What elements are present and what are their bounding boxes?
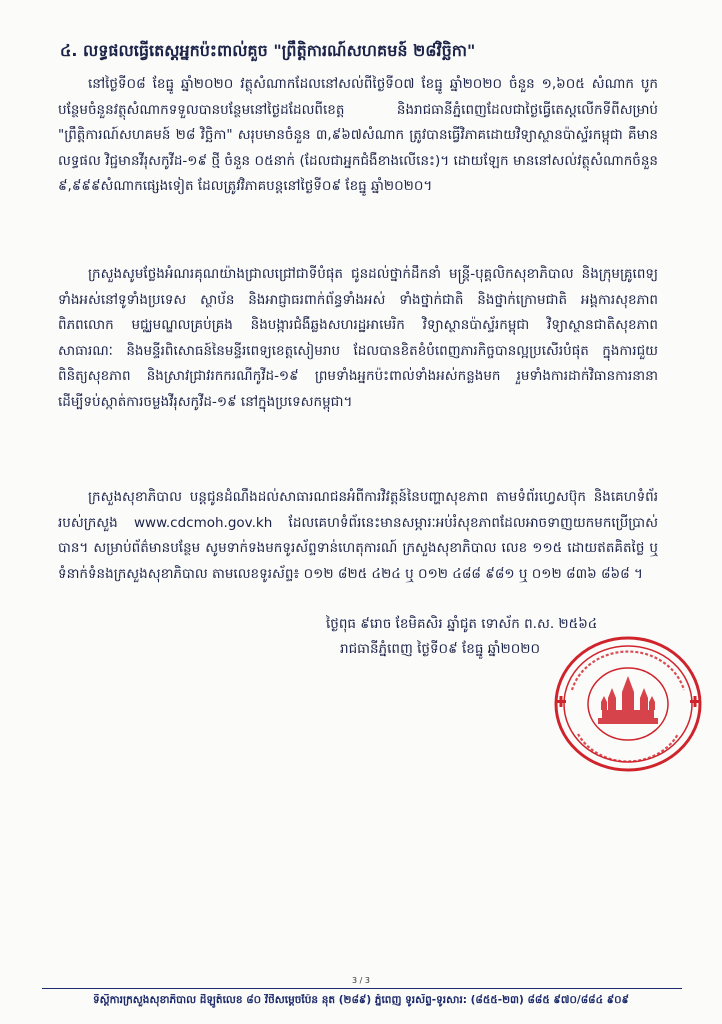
- paragraph-acknowledgement: ក្រសួងសូមថ្លែងអំណរគុណយ៉ាងជ្រាលជ្រៅជាទីបំផុត ជូនដល់ថ្នាក់ដឹកនាំ មន្ត្រី-បុគ្គលិកសុខាភិបាល និងក្រុមគ្រូពេទ្យទាំងអស់នៅទូទាំងប្រទេស ស្ថាប័ន និងអាជ្ញាធរពាក់ព័ន្ធទាំងអស់ ទាំងថ្នាក់ជាតិ និងថ្នាក់ក្រោមជាតិ អង្គការសុខភាពពិភពលោក មជ្ឈមណ្ឌលគ្រប់គ្រង និងបង្ការជំងឺឆ្លងសហរដ្ឋអាមេរិក វិទ្យាស្ថានប៉ាស្ទ័រកម្ពុជា វិទ្យាស្ថានជាតិសុខភាពសាធារណៈ និងមន្ទីរពិសោធន៍នៃមន្ទីរពេទ្យខេត្តសៀមរាប ដែលបានខិតខំបំពេញភារកិច្ចបានល្អប្រសើរបំផុត ក្នុងការជួយពិនិត្យសុខភាព និងស្រាវជ្រាវរកករណីកូវីដ-១៩ ព្រមទាំងអ្នកប៉ះពាល់ទាំងអស់កន្លងមក រួមទាំងការដាក់វិធានការនានា ដើម្បីទប់ស្កាត់ការចម្លងវីរុសកូវីដ-១៩ នៅក្នុងប្រទេសកម្ពុជា។: [58, 266, 658, 410]
- paragraph-test-results: នៅថ្ងៃទី០៨ ខែធ្នូ ឆ្នាំ២០២០ វត្ថុសំណាកដែលនៅសល់ពីថ្ងៃទី០៧ ខែធ្នូ ឆ្នាំ២០២០ ចំនួន ១,៦០៥ សំណាក បូកបន្ថែមចំនួនវត្ថុសំណាកទទួលបានបន្ថែមនៅថ្ងៃដដែលពីខេត្ត និងរាជធានីភ្នំពេញដែលជាថ្ងៃធ្វើតេស្តលើកទីពីសម្រាប់ "ព្រឹត្តិការណ៍សហគមន៍ ២៨ វិច្ឆិកា" សរុបមានចំនួន ៣,៩៦៧សំណាក ត្រូវបានធ្វើវិភាគដោយវិទ្យាស្ថានប៉ាស្ទ័រកម្ពុជា គឺមានលទ្ធផល វិជ្ជមានវីរុសកូវីដ-១៩ ថ្មី ចំនួន ០៥នាក់ (ដែលជាអ្នកជំងឺខាងលើនេះ)។ ដោយឡែក មាននៅសល់វត្ថុសំណាកចំនួន ៩,៩៩៩សំណាកផ្សេងទៀត ដែលត្រូវវិភាគបន្តនៅថ្ងៃទី០៩ ខែធ្នូ ឆ្នាំ២០២០។: [58, 76, 658, 194]
- lunar-date: ថ្ងៃពុធ ៩រោច ខែមិគសិរ ឆ្នាំជូត ទោស័ក ព.ស. ២៥៦៤: [326, 616, 598, 632]
- page-number: 3 / 3: [352, 976, 370, 985]
- ministry-seal: [548, 630, 708, 778]
- footer-divider: [42, 988, 682, 989]
- location-date: រាជធានីភ្នំពេញ ថ្ងៃទី០៩ ខែធ្នូ ឆ្នាំ២០២០: [340, 641, 541, 657]
- footer-address: ទីស្តីការក្រសួងសុខាភិបាល ដីឡូត៍លេខ ៨០ វិថីសម្តេចប៉ែន នុត (២៨៩) ភ្នំពេញ ទូរស័ព្ទ-ទូរសារ: (៨៥៥-២៣) ៨៨៥ ៩៧០/៨៨៤ ៩០៩: [93, 994, 629, 1006]
- section-heading: ៤. លទ្ធផលធ្វើតេស្តអ្នកប៉ះពាល់គួច "ព្រឹត្តិការណ៍សហគមន៍ ២៨វិច្ឆិកា": [60, 41, 476, 60]
- paragraph-contact-info: ក្រសួងសុខាភិបាល បន្តជូនដំណឹងដល់សាធារណជនអំពីការវិវត្តន៍នៃបញ្ហាសុខភាព តាមទំព័រហ្វេសប៊ុក និងគេហទំព័ររបស់ក្រសួង www.cdcmoh.gov.kh ដែលគេហទំព័រនេះមានសម្ភារៈអប់រំសុខភាពដែលអាចទាញយកមកប្រើប្រាស់បាន។ សម្រាប់ព័ត៌មានបន្ថែម សូមទាក់ទងមកទូរស័ព្ទទាន់ហេតុការណ៍ ក្រសួងសុខាភិបាល លេខ ១១៥ ដោយឥតគិតថ្លៃ ឬទំនាក់ទំនងក្រសួងសុខាភិបាល តាមលេខទូរស័ព្ទ៖ ០១២ ៨២៥ ៤២៤ ឬ ០១២ ៤៨៨ ៩៨១ ឬ ០១២ ៨៣៦ ៨៦៨ ។: [58, 489, 658, 582]
